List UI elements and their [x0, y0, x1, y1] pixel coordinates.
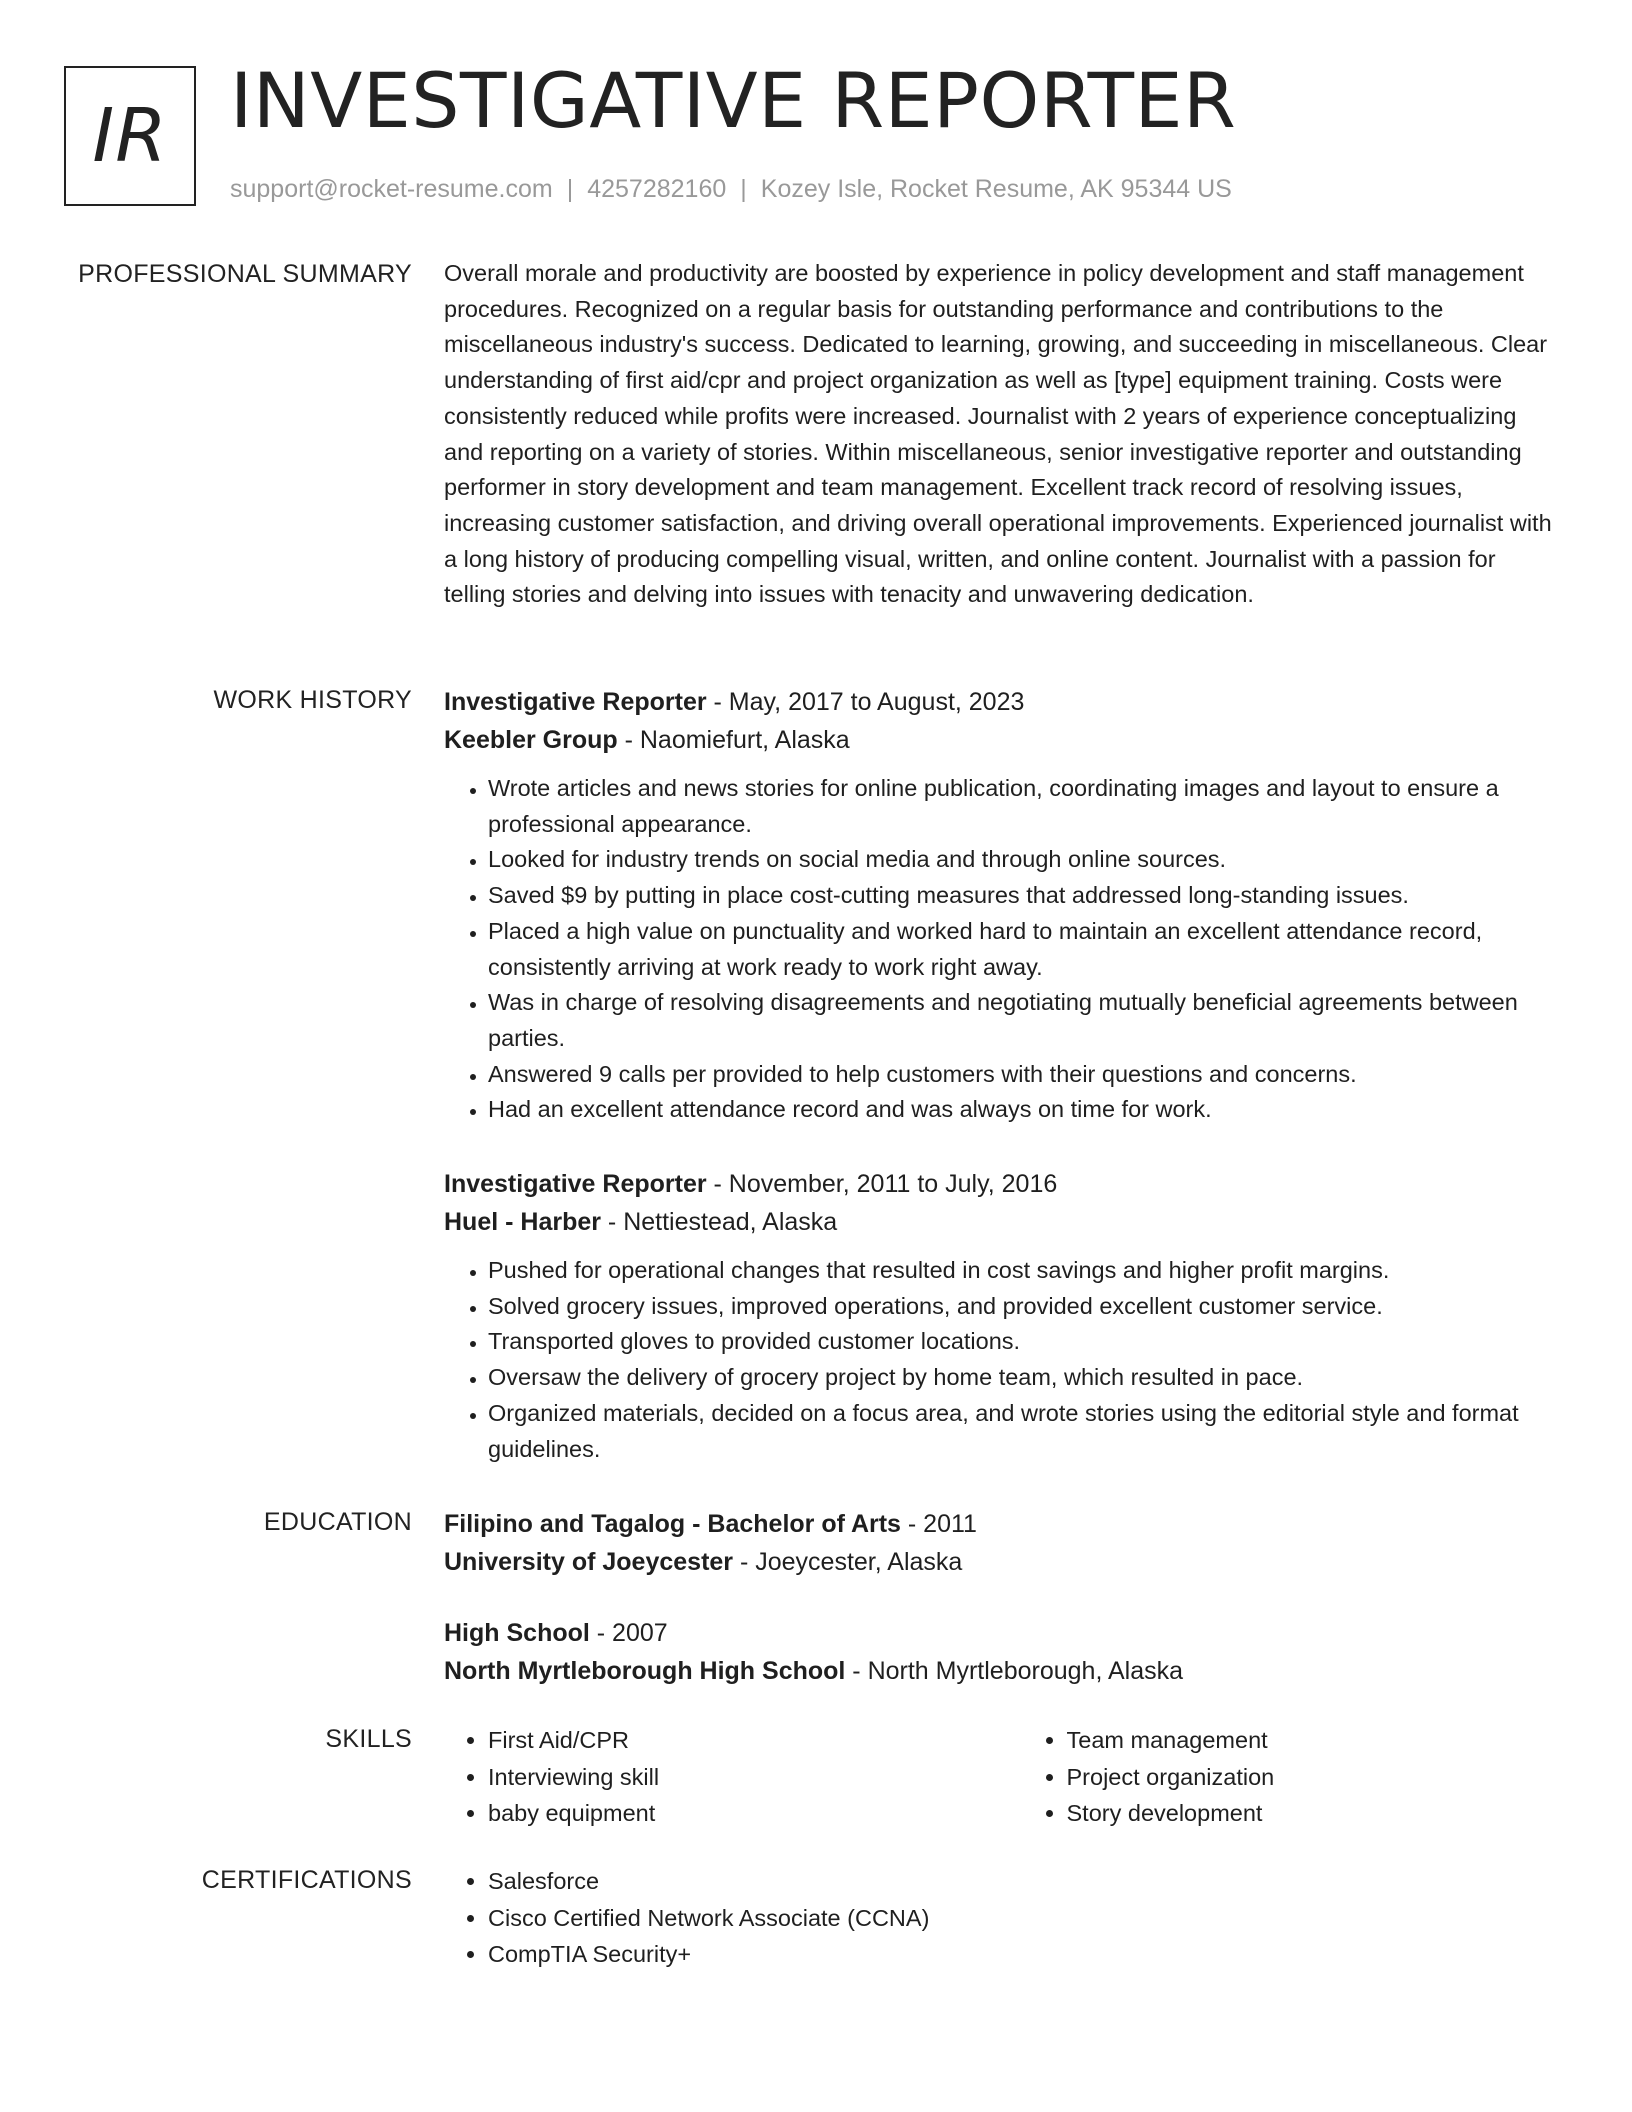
- skills-body: [444, 1722, 1556, 1832]
- certification-item: • Cisco Certified Network Associate (CCNA): [488, 1900, 1388, 1937]
- job-bullet: • Organized materials, decided on a focus area, and wrote stories using the editorial style and format guidelines.: [488, 1396, 1556, 1467]
- school-location: - North Myrtleborough, Alaska: [845, 1657, 1184, 1685]
- skill-item: • Interviewing skill: [488, 1759, 978, 1796]
- job-dates: - November, 2011 to July, 2016: [706, 1170, 1058, 1198]
- job-title: Investigative Reporter: [444, 688, 707, 716]
- school: North Myrtleborough High School: [444, 1657, 846, 1685]
- job-entry: [444, 1165, 1556, 1467]
- summary-body: [444, 256, 1556, 613]
- candidate-name: INVESTIGATIVE REPORTER: [230, 56, 1237, 145]
- contact-line: [230, 172, 1232, 206]
- education-entry: [444, 1505, 1556, 1581]
- section-label-certifications: CERTIFICATIONS: [201, 1866, 412, 1894]
- skill-item: • Story development: [1067, 1795, 1557, 1832]
- contact-phone: 4257282160: [587, 175, 727, 203]
- degree-year: - 2011: [900, 1510, 977, 1538]
- section-label-summary: PROFESSIONAL SUMMARY: [78, 260, 412, 288]
- degree-line: [444, 1614, 1556, 1652]
- contact-separator: |: [740, 175, 747, 203]
- certifications-body: [444, 1863, 1556, 1973]
- skill-item: • Project organization: [1067, 1759, 1557, 1796]
- summary-text: Overall morale and productivity are boosted by experience in policy development and staff management procedures. Recognized on a regular basis for outstanding performance and contributions to the miscellaneous industry's success. Dedicated to learning, growing, and succeeding in miscellaneous. Clear understanding of first aid/cpr and project organization as well as [type] equipment training. Costs were consistently reduced while profits were increased. Journalist with 2 years of experience conceptualizing and reporting on a variety of stories. Within miscellaneous, senior investigative reporter and outstanding performer in story development and team management. Excellent track record of resolving issues, increasing customer satisfaction, and driving overall operational improvements. Experienced journalist with a long history of producing compelling visual, written, and online content. Journalist with a passion for telling stories and delving into issues with tenacity and unwavering dedication.: [444, 260, 1552, 608]
- section-label-work-history: WORK HISTORY: [213, 686, 412, 714]
- certifications-list: [444, 1863, 1388, 1973]
- degree-line: [444, 1505, 1556, 1543]
- school-line: [444, 1543, 1556, 1581]
- skill-item: • First Aid/CPR: [488, 1722, 978, 1759]
- education-body-2: [444, 1614, 1556, 1690]
- degree: Filipino and Tagalog - Bachelor of Arts: [444, 1510, 901, 1538]
- job-bullet: • Answered 9 calls per provided to help customers with their questions and concerns.: [488, 1057, 1556, 1093]
- certifications-list-wrap: [444, 1863, 1556, 1973]
- monogram-initials: IR: [92, 93, 168, 179]
- contact-email: support@rocket-resume.com: [230, 175, 553, 203]
- section-label-skills: SKILLS: [325, 1725, 412, 1753]
- job-bullet: • Solved grocery issues, improved operations, and provided excellent customer service.: [488, 1289, 1556, 1325]
- work-history-body: [444, 683, 1556, 1128]
- school-line: [444, 1652, 1556, 1690]
- job-location: - Nettiestead, Alaska: [600, 1208, 838, 1236]
- job-company-line: [444, 721, 1556, 759]
- job-company: Keebler Group: [444, 726, 618, 754]
- degree: High School: [444, 1619, 590, 1647]
- job-company-line: [444, 1203, 1556, 1241]
- job-bullet: • Wrote articles and news stories for online publication, coordinating images and layout to ensure a professional appearance.: [488, 771, 1556, 842]
- job-title-line: [444, 683, 1556, 721]
- monogram-box: [64, 66, 196, 206]
- job-location: - Naomiefurt, Alaska: [617, 726, 850, 754]
- certification-item: • CompTIA Security+: [488, 1936, 1388, 1973]
- job-title-line: [444, 1165, 1556, 1203]
- job-bullet: • Transported gloves to provided customer locations.: [488, 1324, 1556, 1360]
- job-dates: - May, 2017 to August, 2023: [706, 688, 1025, 716]
- skills-column-left: [444, 1722, 978, 1832]
- job-bullet: • Oversaw the delivery of grocery project by home team, which resulted in pace.: [488, 1360, 1556, 1396]
- job-title: Investigative Reporter: [444, 1170, 707, 1198]
- work-history-body-2: [444, 1165, 1556, 1467]
- job-bullet: • Saved $9 by putting in place cost-cutting measures that addressed long-standing issues.: [488, 878, 1556, 914]
- section-label-education: EDUCATION: [263, 1508, 412, 1536]
- job-bullets: [444, 1253, 1556, 1467]
- job-bullet: • Pushed for operational changes that resulted in cost savings and higher profit margins.: [488, 1253, 1556, 1289]
- job-bullet: • Had an excellent attendance record and was always on time for work.: [488, 1092, 1556, 1128]
- skills-grid: [444, 1722, 1556, 1832]
- skill-item: • baby equipment: [488, 1795, 978, 1832]
- job-bullets: [444, 771, 1556, 1128]
- school: University of Joeycester: [444, 1548, 734, 1576]
- contact-separator: |: [566, 175, 574, 203]
- contact-address: Kozey Isle, Rocket Resume, AK 95344 US: [760, 175, 1232, 203]
- skill-item: • Team management: [1067, 1722, 1557, 1759]
- job-bullet: • Was in charge of resolving disagreements and negotiating mutually beneficial agreements between parties.: [488, 985, 1556, 1056]
- job-entry: [444, 683, 1556, 1128]
- skills-column-right: [1023, 1722, 1557, 1832]
- job-bullet: • Placed a high value on punctuality and worked hard to maintain an excellent attendance record, consistently arriving at work ready to work right away.: [488, 914, 1556, 985]
- education-entry: [444, 1614, 1556, 1690]
- education-body: [444, 1505, 1556, 1581]
- degree-year: - 2007: [589, 1619, 668, 1647]
- job-bullet: • Looked for industry trends on social media and through online sources.: [488, 842, 1556, 878]
- school-location: - Joeycester, Alaska: [733, 1548, 963, 1576]
- certification-item: • Salesforce: [488, 1863, 1388, 1900]
- job-company: Huel - Harber: [444, 1208, 601, 1236]
